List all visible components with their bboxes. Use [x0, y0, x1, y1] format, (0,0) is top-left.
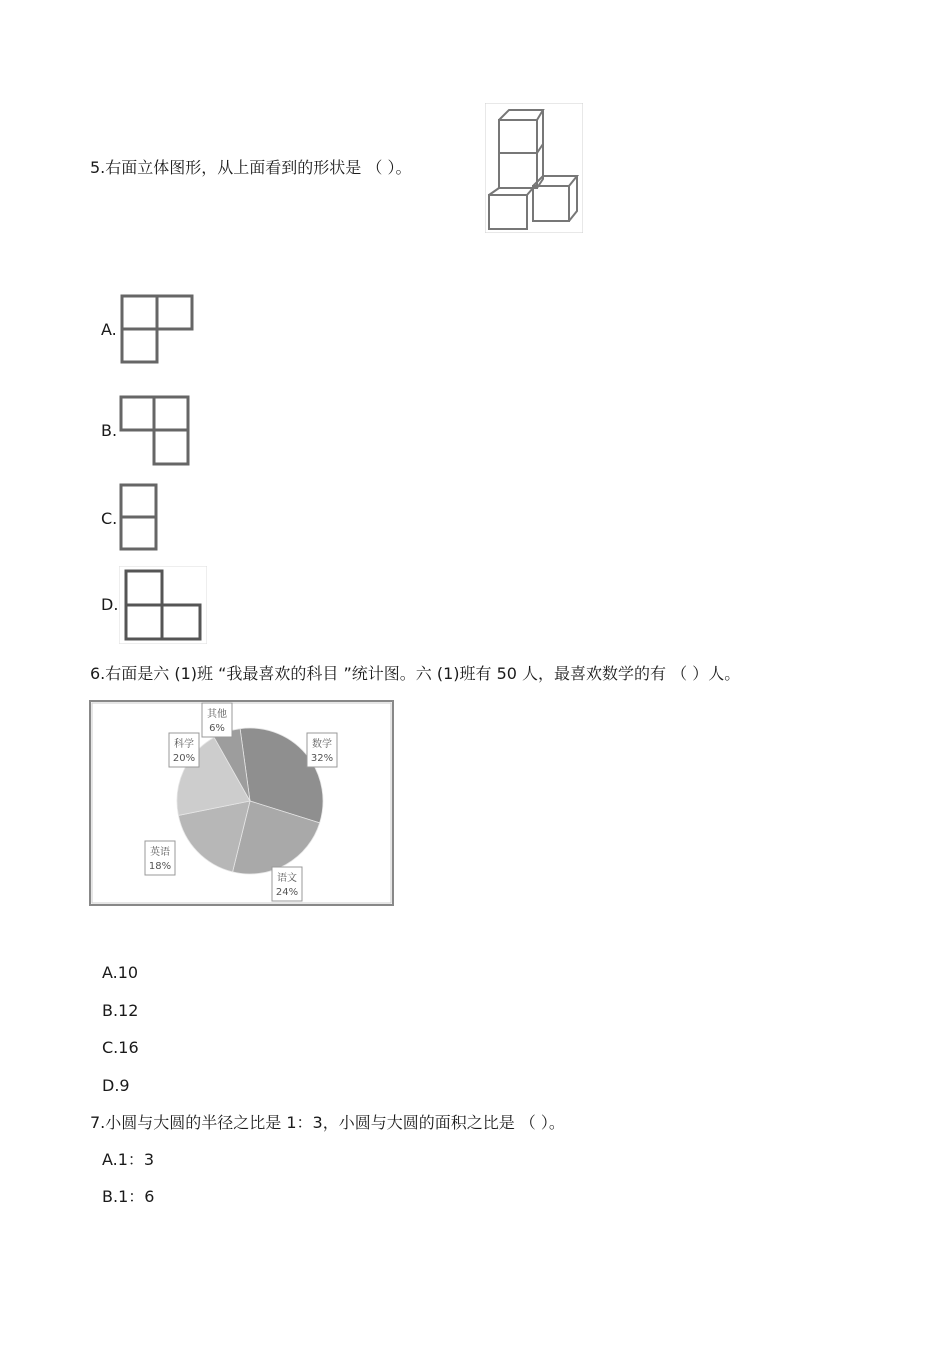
- pie-label-category: 语文: [277, 873, 297, 884]
- pie-label-category: 科学: [174, 739, 194, 750]
- q6-option-d[interactable]: D.9: [102, 1076, 130, 1095]
- q7-option-b[interactable]: B.1：6: [102, 1187, 155, 1206]
- cubes-figure: [485, 103, 583, 233]
- q5-option-a-figure[interactable]: [119, 292, 197, 368]
- q7-option-a[interactable]: A.1：3: [102, 1150, 155, 1169]
- pie-label-category: 数学: [312, 739, 332, 750]
- q5-text: 5.右面立体图形，从上面看到的形状是 （ ）。: [90, 158, 412, 177]
- q6-option-b[interactable]: B.12: [102, 1001, 139, 1020]
- pie-label-value: 24%: [275, 887, 299, 898]
- q5-option-d-figure[interactable]: [119, 566, 207, 644]
- q7-text: 7.小圆与大圆的半径之比是 1：3，小圆与大圆的面积之比是 （ ）。: [90, 1113, 565, 1132]
- q5-option-c-figure[interactable]: [118, 482, 160, 552]
- pie-label-4: [169, 733, 199, 767]
- pie-label-value: 6%: [209, 723, 225, 734]
- q5-option-c-label: C.: [101, 509, 118, 528]
- q6-option-c[interactable]: C.16: [102, 1038, 139, 1057]
- pie-label-2: [272, 867, 302, 901]
- pie-label-3: [145, 841, 175, 875]
- q5-option-b-label: B.: [101, 421, 118, 440]
- q5-option-b-figure[interactable]: [118, 393, 194, 469]
- pie-label-value: 18%: [148, 861, 172, 872]
- pie-label-value: 32%: [310, 753, 334, 764]
- q5-option-a-label: A.: [101, 320, 117, 339]
- pie-label-5: [202, 703, 232, 737]
- pie-label-1: [307, 733, 337, 767]
- q6-option-a[interactable]: A.10: [102, 963, 139, 982]
- pie-chart: [89, 700, 394, 906]
- q6-text: 6.右面是六 (1)班 “我最喜欢的科目 ”统计图。六 (1)班有 50 人，最喜欢数学的有 （ ）人。: [90, 664, 741, 683]
- pie-label-category: 英语: [150, 847, 170, 858]
- q5-option-d-label: D.: [101, 595, 119, 614]
- pie-label-value: 20%: [172, 753, 196, 764]
- pie-label-category: 其他: [207, 709, 227, 720]
